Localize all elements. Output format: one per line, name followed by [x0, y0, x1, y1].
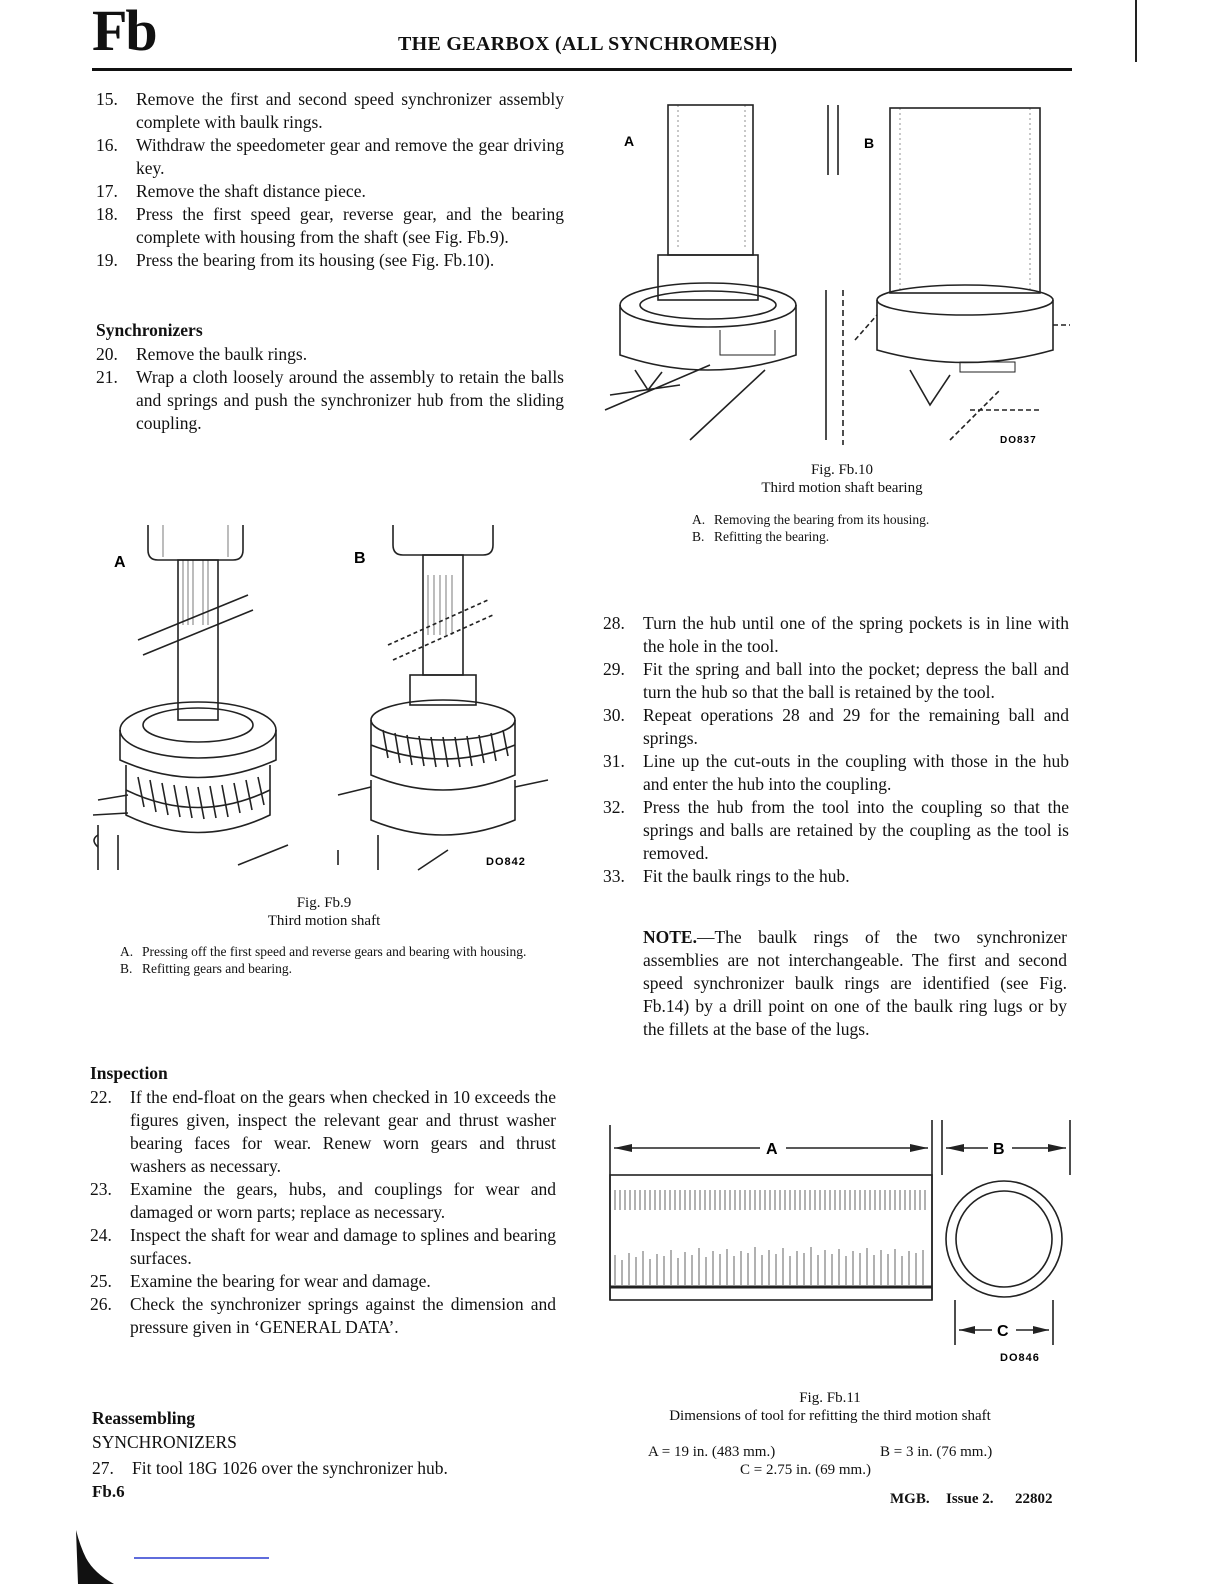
step-number: 33. — [603, 866, 625, 886]
steps-28-33 — [603, 612, 1069, 888]
step-number: 17. — [96, 181, 118, 201]
step-text: Examine the bearing for wear and damage. — [130, 1271, 431, 1291]
step-text: Remove the baulk rings. — [136, 344, 308, 364]
step-number: 31. — [603, 751, 625, 771]
step-item — [92, 1457, 562, 1480]
fig11-dim-b: B = 3 in. (76 mm.) — [880, 1444, 993, 1460]
step-text: Check the synchronizer springs against the dimension and pressure given in ‘GENERAL DATA’. — [130, 1294, 556, 1337]
legend-key: A. — [120, 944, 134, 959]
step-number: 21. — [96, 367, 118, 387]
header-rule — [92, 68, 1072, 71]
note-label: NOTE. — [643, 927, 697, 947]
step-item — [96, 343, 564, 366]
step-text: Fit the spring and ball into the pocket; depress the ball and turn the hub so that the ball is retained by the tool. — [643, 659, 1069, 702]
fig9-title: Third motion shaft — [267, 913, 381, 929]
note — [643, 926, 1067, 1041]
step-number: 27. — [92, 1458, 114, 1478]
fig10-illustration — [600, 100, 1070, 450]
legend-text: Refitting the bearing. — [714, 529, 830, 544]
step-text: Remove the first and second speed synchronizer assembly complete with baulk rings. — [136, 89, 564, 132]
step-number: 15. — [96, 89, 118, 109]
fig11-illustration — [600, 1115, 1080, 1370]
scan-artifact — [74, 1528, 274, 1584]
step-item — [96, 88, 564, 134]
fig9-label-b: B — [354, 550, 366, 567]
step-item — [603, 658, 1069, 704]
legend-item — [120, 943, 540, 960]
fig9-code: DO842 — [486, 856, 526, 868]
footer-model: MGB. — [890, 1491, 930, 1507]
legend-text: Removing the bearing from its housing. — [714, 512, 930, 527]
legend-key: B. — [120, 961, 133, 976]
fig11-caption — [630, 1389, 1030, 1425]
legend-item — [692, 511, 1052, 528]
page-edge-mark — [1135, 0, 1137, 62]
fig11-code: DO846 — [1000, 1352, 1040, 1364]
step-number: 20. — [96, 344, 118, 364]
steps-15-19 — [96, 88, 564, 272]
synchronizers-heading: Synchronizers — [96, 320, 203, 340]
step-text: Examine the gears, hubs, and couplings for wear and damaged or worn parts; replace as necessary. — [130, 1179, 556, 1222]
fig10-legend — [692, 511, 1052, 545]
legend-item — [120, 960, 540, 977]
step-text: Repeat operations 28 and 29 for the remaining ball and springs. — [643, 705, 1069, 748]
footer-issue: Issue 2. — [946, 1491, 994, 1507]
step-number: 28. — [603, 613, 625, 633]
legend-item — [692, 528, 1052, 545]
fig10-number: Fig. Fb.10 — [810, 462, 874, 478]
step-text: Turn the hub until one of the spring pockets is in line with the hole in the tool. — [643, 613, 1069, 656]
step-number: 22. — [90, 1087, 112, 1107]
step-item — [96, 134, 564, 180]
step-item — [90, 1293, 556, 1339]
step-text: Remove the shaft distance piece. — [136, 181, 366, 201]
step-number: 32. — [603, 797, 625, 817]
step-number: 24. — [90, 1225, 112, 1245]
step-item — [96, 249, 564, 272]
step-text: Wrap a cloth loosely around the assembly to retain the balls and springs and push the synchronizer hub from the sliding coupling. — [136, 367, 564, 433]
step-number: 16. — [96, 135, 118, 155]
fig10-code: DO837 — [1000, 435, 1037, 446]
fig11-label-a: A — [766, 1141, 778, 1158]
step-number: 18. — [96, 204, 118, 224]
fig11-title: Dimensions of tool for refitting the third motion shaft — [669, 1408, 991, 1424]
fig10-caption — [642, 461, 1042, 497]
step-number: 23. — [90, 1179, 112, 1199]
step-item — [603, 704, 1069, 750]
step-text: Withdraw the speedometer gear and remove the gear driving key. — [136, 135, 564, 178]
inspection-heading: Inspection — [90, 1063, 168, 1083]
step-item — [603, 612, 1069, 658]
step-text: Press the hub from the tool into the coupling so that the springs and balls are retained by the coupling as the tool is removed. — [643, 797, 1069, 863]
step-text: Press the first speed gear, reverse gear, and the bearing complete with housing from the shaft (see Fig. Fb.9). — [136, 204, 564, 247]
legend-key: B. — [692, 529, 705, 544]
step-item — [603, 750, 1069, 796]
step-27 — [92, 1457, 562, 1480]
step-item — [96, 366, 564, 435]
step-item — [90, 1224, 556, 1270]
step-number: 19. — [96, 250, 118, 270]
fig10-title: Third motion shaft bearing — [761, 480, 923, 496]
step-item — [96, 203, 564, 249]
fig11-dim-c: C = 2.75 in. (69 mm.) — [740, 1462, 871, 1478]
step-item — [90, 1178, 556, 1224]
page-number: Fb.6 — [92, 1482, 125, 1501]
step-text: Fit the baulk rings to the hub. — [643, 866, 850, 886]
step-text: Line up the cut-outs in the coupling with those in the hub and enter the hub into the coupling. — [643, 751, 1069, 794]
steps-22-26 — [90, 1086, 556, 1339]
fig9-legend — [120, 943, 540, 977]
step-item — [603, 796, 1069, 865]
fig10-label-b: B — [864, 135, 875, 151]
step-number: 26. — [90, 1294, 112, 1314]
step-text: Fit tool 18G 1026 over the synchronizer hub. — [132, 1458, 448, 1478]
legend-key: A. — [692, 512, 706, 527]
steps-20-21 — [96, 343, 564, 435]
step-item — [90, 1086, 556, 1178]
step-item — [603, 865, 1069, 888]
fig11-number: Fig. Fb.11 — [799, 1390, 861, 1406]
footer-number: 22802 — [1015, 1491, 1053, 1507]
fig9-illustration — [88, 515, 558, 880]
page-title: THE GEARBOX (ALL SYNCHROMESH) — [398, 33, 778, 55]
step-item — [96, 180, 564, 203]
synchronizers-subheading: SYNCHRONIZERS — [92, 1432, 237, 1452]
legend-text: Pressing off the first speed and reverse gears and bearing with housing. — [142, 944, 527, 959]
step-number: 25. — [90, 1271, 112, 1291]
step-item — [90, 1270, 556, 1293]
legend-text: Refitting gears and bearing. — [142, 961, 292, 976]
step-text: If the end-float on the gears when checked in 10 exceeds the figures given, inspect the relevant gear and thrust washer bearing faces for wear. Renew worn gears and thrust washers as necessary. — [130, 1087, 556, 1176]
step-text: Inspect the shaft for wear and damage to splines and bearing surfaces. — [130, 1225, 556, 1268]
step-number: 29. — [603, 659, 625, 679]
fig10-label-a: A — [624, 133, 635, 149]
step-number: 30. — [603, 705, 625, 725]
section-code: Fb — [92, 0, 156, 63]
step-text: Press the bearing from its housing (see Fig. Fb.10). — [136, 250, 495, 270]
fig9-label-a: A — [114, 554, 126, 571]
fig9-caption — [124, 894, 524, 930]
fig11-label-b: B — [993, 1141, 1005, 1158]
fig9-number: Fig. Fb.9 — [296, 895, 352, 911]
note-text: —The baulk rings of the two synchronizer assemblies are not interchangeable. The first and second speed synchronizer baulk rings are identified (see Fig. Fb.14) by a drill point on one of the baulk ring lugs or by the fillets at the base of the lugs. — [643, 927, 1067, 1039]
fig11-dim-a: A = 19 in. (483 mm.) — [648, 1444, 776, 1460]
fig11-label-c: C — [997, 1323, 1009, 1340]
reassembling-heading: Reassembling — [92, 1408, 196, 1428]
